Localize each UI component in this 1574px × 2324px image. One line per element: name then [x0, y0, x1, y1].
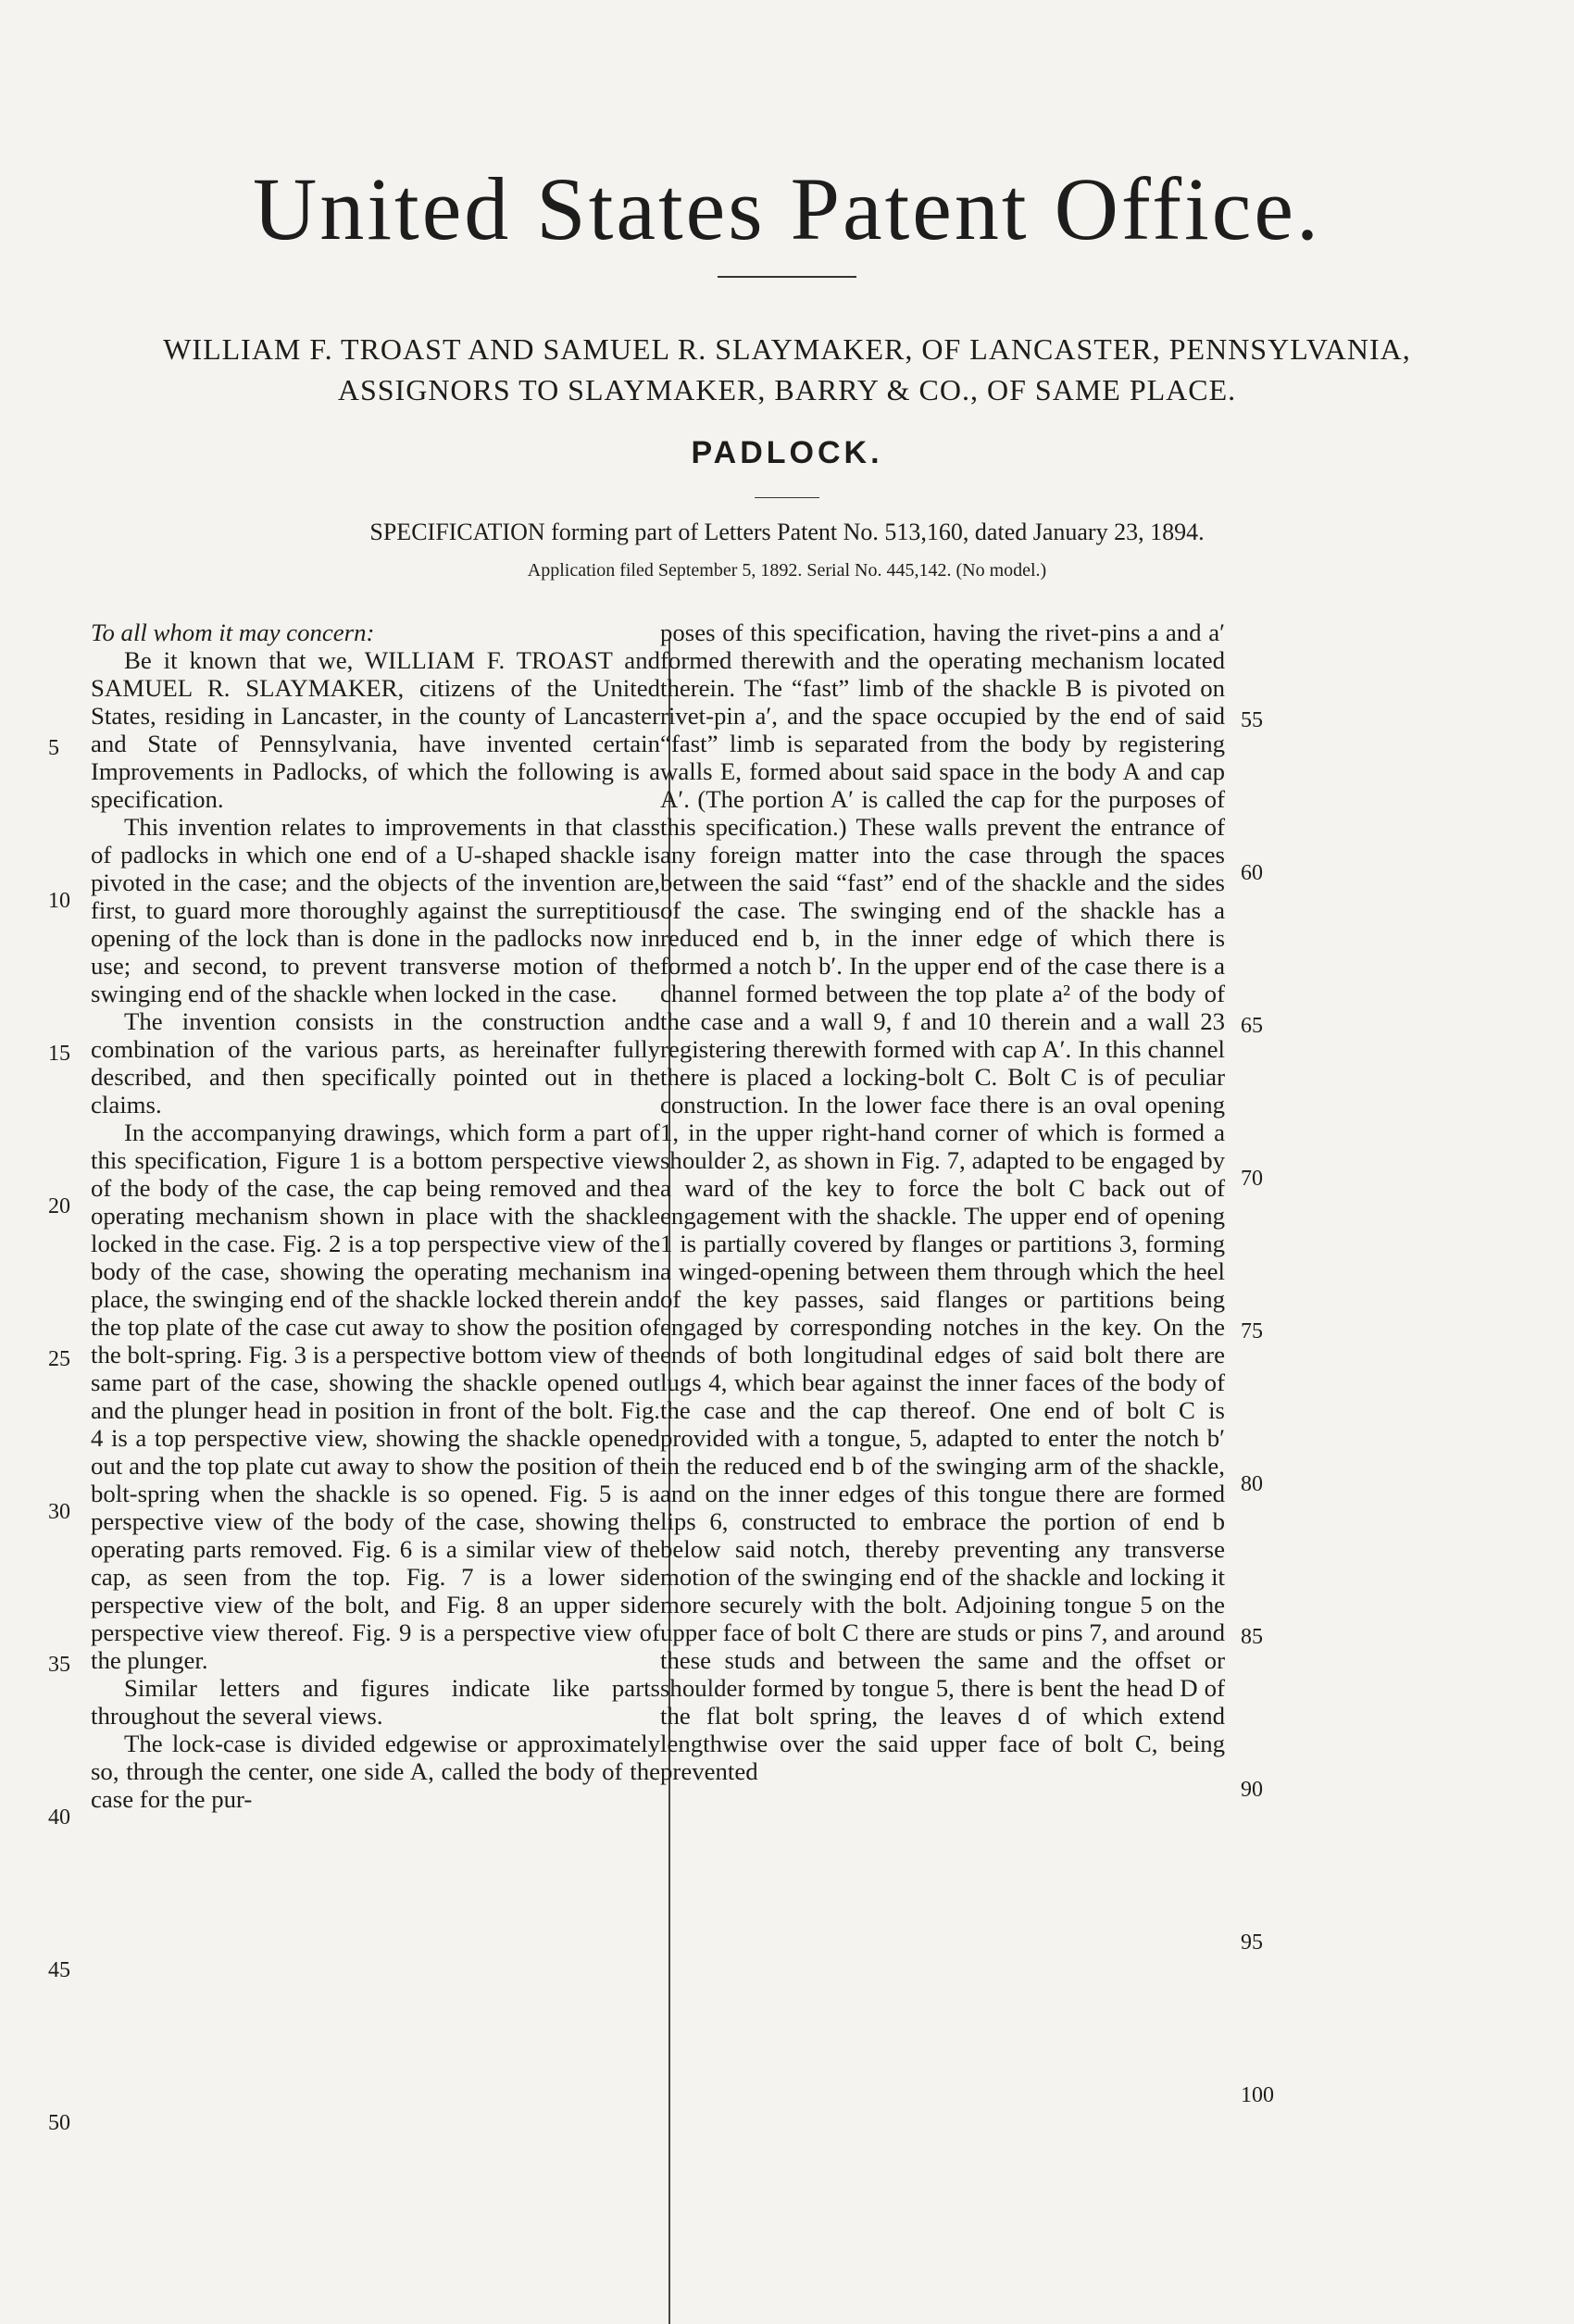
- title-rule: [718, 276, 856, 278]
- left-column: [91, 618, 660, 1813]
- line-number: 60: [1241, 861, 1263, 885]
- line-number: 80: [1241, 1472, 1263, 1496]
- paragraph: In the accompanying drawings, which form a part of this specification, Figure 1 is a bottom perspective view of the body of the case, the cap being removed and the operating mechanism shown in place with the shackle locked in the case. Fig. 2 is a top perspective view of the body of the case, showing the operating mechanism in place, the swinging end of the shackle locked therein and the top plate of the case cut away to show the position of the bolt-spring. Fig. 3 is a perspective bottom view of the same part of the case, showing the shackle opened out and the plunger head in position in front of the bolt. Fig. 4 is a top perspective view, showing the shackle opened out and the top plate cut away to show the position of the bolt-spring when the shackle is so opened. Fig. 5 is a perspective view of the body of the case, showing the operating parts removed. Fig. 6 is a similar view of the cap, as seen from the top. Fig. 7 is a lower side perspective view of the bolt, and Fig. 8 an upper side perspective view thereof. Fig. 9 is a perspective view of the plunger.: [91, 1118, 660, 1674]
- line-number: 45: [48, 1958, 70, 1982]
- paragraph: The lock-case is divided edgewise or approximately so, through the center, one side A, called the body of the case for the pur-: [91, 1730, 660, 1813]
- line-number: 20: [48, 1194, 70, 1218]
- inventors-line: WILLIAM F. TROAST AND SAMUEL R. SLAYMAKER, OF LANCASTER, PENNSYLVANIA, ASSIGNORS TO SLAYMAKER, BARRY & CO., OF SAME PLACE.: [163, 332, 1411, 406]
- invention-heading: PADLOCK.: [691, 435, 883, 470]
- line-number: 5: [48, 736, 59, 760]
- line-number: 75: [1241, 1319, 1263, 1343]
- paragraph: The invention consists in the construction and combination of the various parts, as hereinafter fully described, and then specifically pointed out in the claims.: [91, 1007, 660, 1118]
- line-number: 25: [48, 1347, 70, 1371]
- line-number: 95: [1241, 1930, 1263, 1955]
- line-number: 50: [48, 2111, 70, 2135]
- line-number: 70: [1241, 1167, 1263, 1191]
- line-number: 90: [1241, 1778, 1263, 1802]
- line-number: 40: [48, 1805, 70, 1830]
- line-number: 100: [1241, 2083, 1274, 2107]
- heading-rule: [755, 497, 819, 498]
- right-column: [660, 618, 1225, 1785]
- paragraph: This invention relates to improvements in that class of padlocks in which one end of a U-shaped shackle is pivoted in the case; and the objects of the invention are, first, to guard more thoroughly against the surreptitious opening of the lock than is done in the padlocks now in use; and second, to prevent transverse motion of the swinging end of the shackle when locked in the case.: [91, 813, 660, 1007]
- line-number: 30: [48, 1500, 70, 1524]
- line-number: 85: [1241, 1625, 1263, 1649]
- line-number: 55: [1241, 708, 1263, 732]
- paragraph: Similar letters and figures indicate like parts throughout the several views.: [91, 1674, 660, 1730]
- line-number: 35: [48, 1653, 70, 1677]
- paragraph: poses of this specification, having the rivet-pins a and a′ formed therewith and the operating mechanism located therein. The “fast” limb of the shackle B is pivoted on rivet-pin a′, and the space occupied by the end of said “fast” limb is separated from the body by registering walls E, formed about said space in the body A and cap A′. (The portion A′ is called the cap for the purposes of this specification.) These walls prevent the entrance of any foreign matter into the case through the spaces between the said “fast” end of the shackle and the sides of the case. The swinging end of the shackle has a reduced end b, in the inner edge of which there is formed a notch b′. In the upper end of the case there is a channel formed between the top plate a² of the body of the case and a wall 9, f and 10 therein and a wall 23 registering therewith formed with cap A′. In this channel there is placed a locking-bolt C. Bolt C is of peculiar construction. In the lower face there is an oval opening 1, in the upper right-hand corner of which is formed a shoulder 2, as shown in Fig. 7, adapted to be engaged by a ward of the key to force the bolt C back out of engagement with the shackle. The upper end of opening 1 is partially covered by flanges or partitions 3, forming a winged-opening between them through which the heel of the key passes, said flanges or partitions being engaged by corresponding notches in the key. On the ends of both longitudinal edges of said bolt there are lugs 4, which bear against the inner faces of the body of the case and the cap thereof. One end of bolt C is provided with a tongue, 5, adapted to enter the notch b′ in the reduced end b of the swinging arm of the shackle, and on the inner edges of this tongue there are formed lips 6, constructed to embrace the portion of end b below said notch, thereby preventing any transverse motion of the swinging end of the shackle and locking it more securely with the bolt. Adjoining tongue 5 on the upper face of bolt C there are studs or pins 7, and around these studs and between the same and the offset or shoulder formed by tongue 5, there is bent the head D of the flat bolt spring, the leaves d of which extend lengthwise over the said upper face of bolt C, being prevented: [660, 618, 1225, 1785]
- line-number: 65: [1241, 1014, 1263, 1038]
- application-line: Application filed September 5, 1892. Serial No. 445,142. (No model.): [527, 560, 1047, 581]
- salutation: To all whom it may concern:: [91, 618, 375, 646]
- line-number: 15: [48, 1042, 70, 1066]
- line-number: 10: [48, 889, 70, 913]
- specification-line: SPECIFICATION forming part of Letters Patent No. 513,160, dated January 23, 1894.: [369, 519, 1205, 545]
- office-title: United States Patent Office.: [253, 159, 1321, 258]
- paragraph: Be it known that we, WILLIAM F. TROAST and SAMUEL R. SLAYMAKER, citizens of the United States, residing in Lancaster, in the county of Lancaster and State of Pennsylvania, have invented certain Improvements in Padlocks, of which the following is a specification.: [91, 646, 660, 813]
